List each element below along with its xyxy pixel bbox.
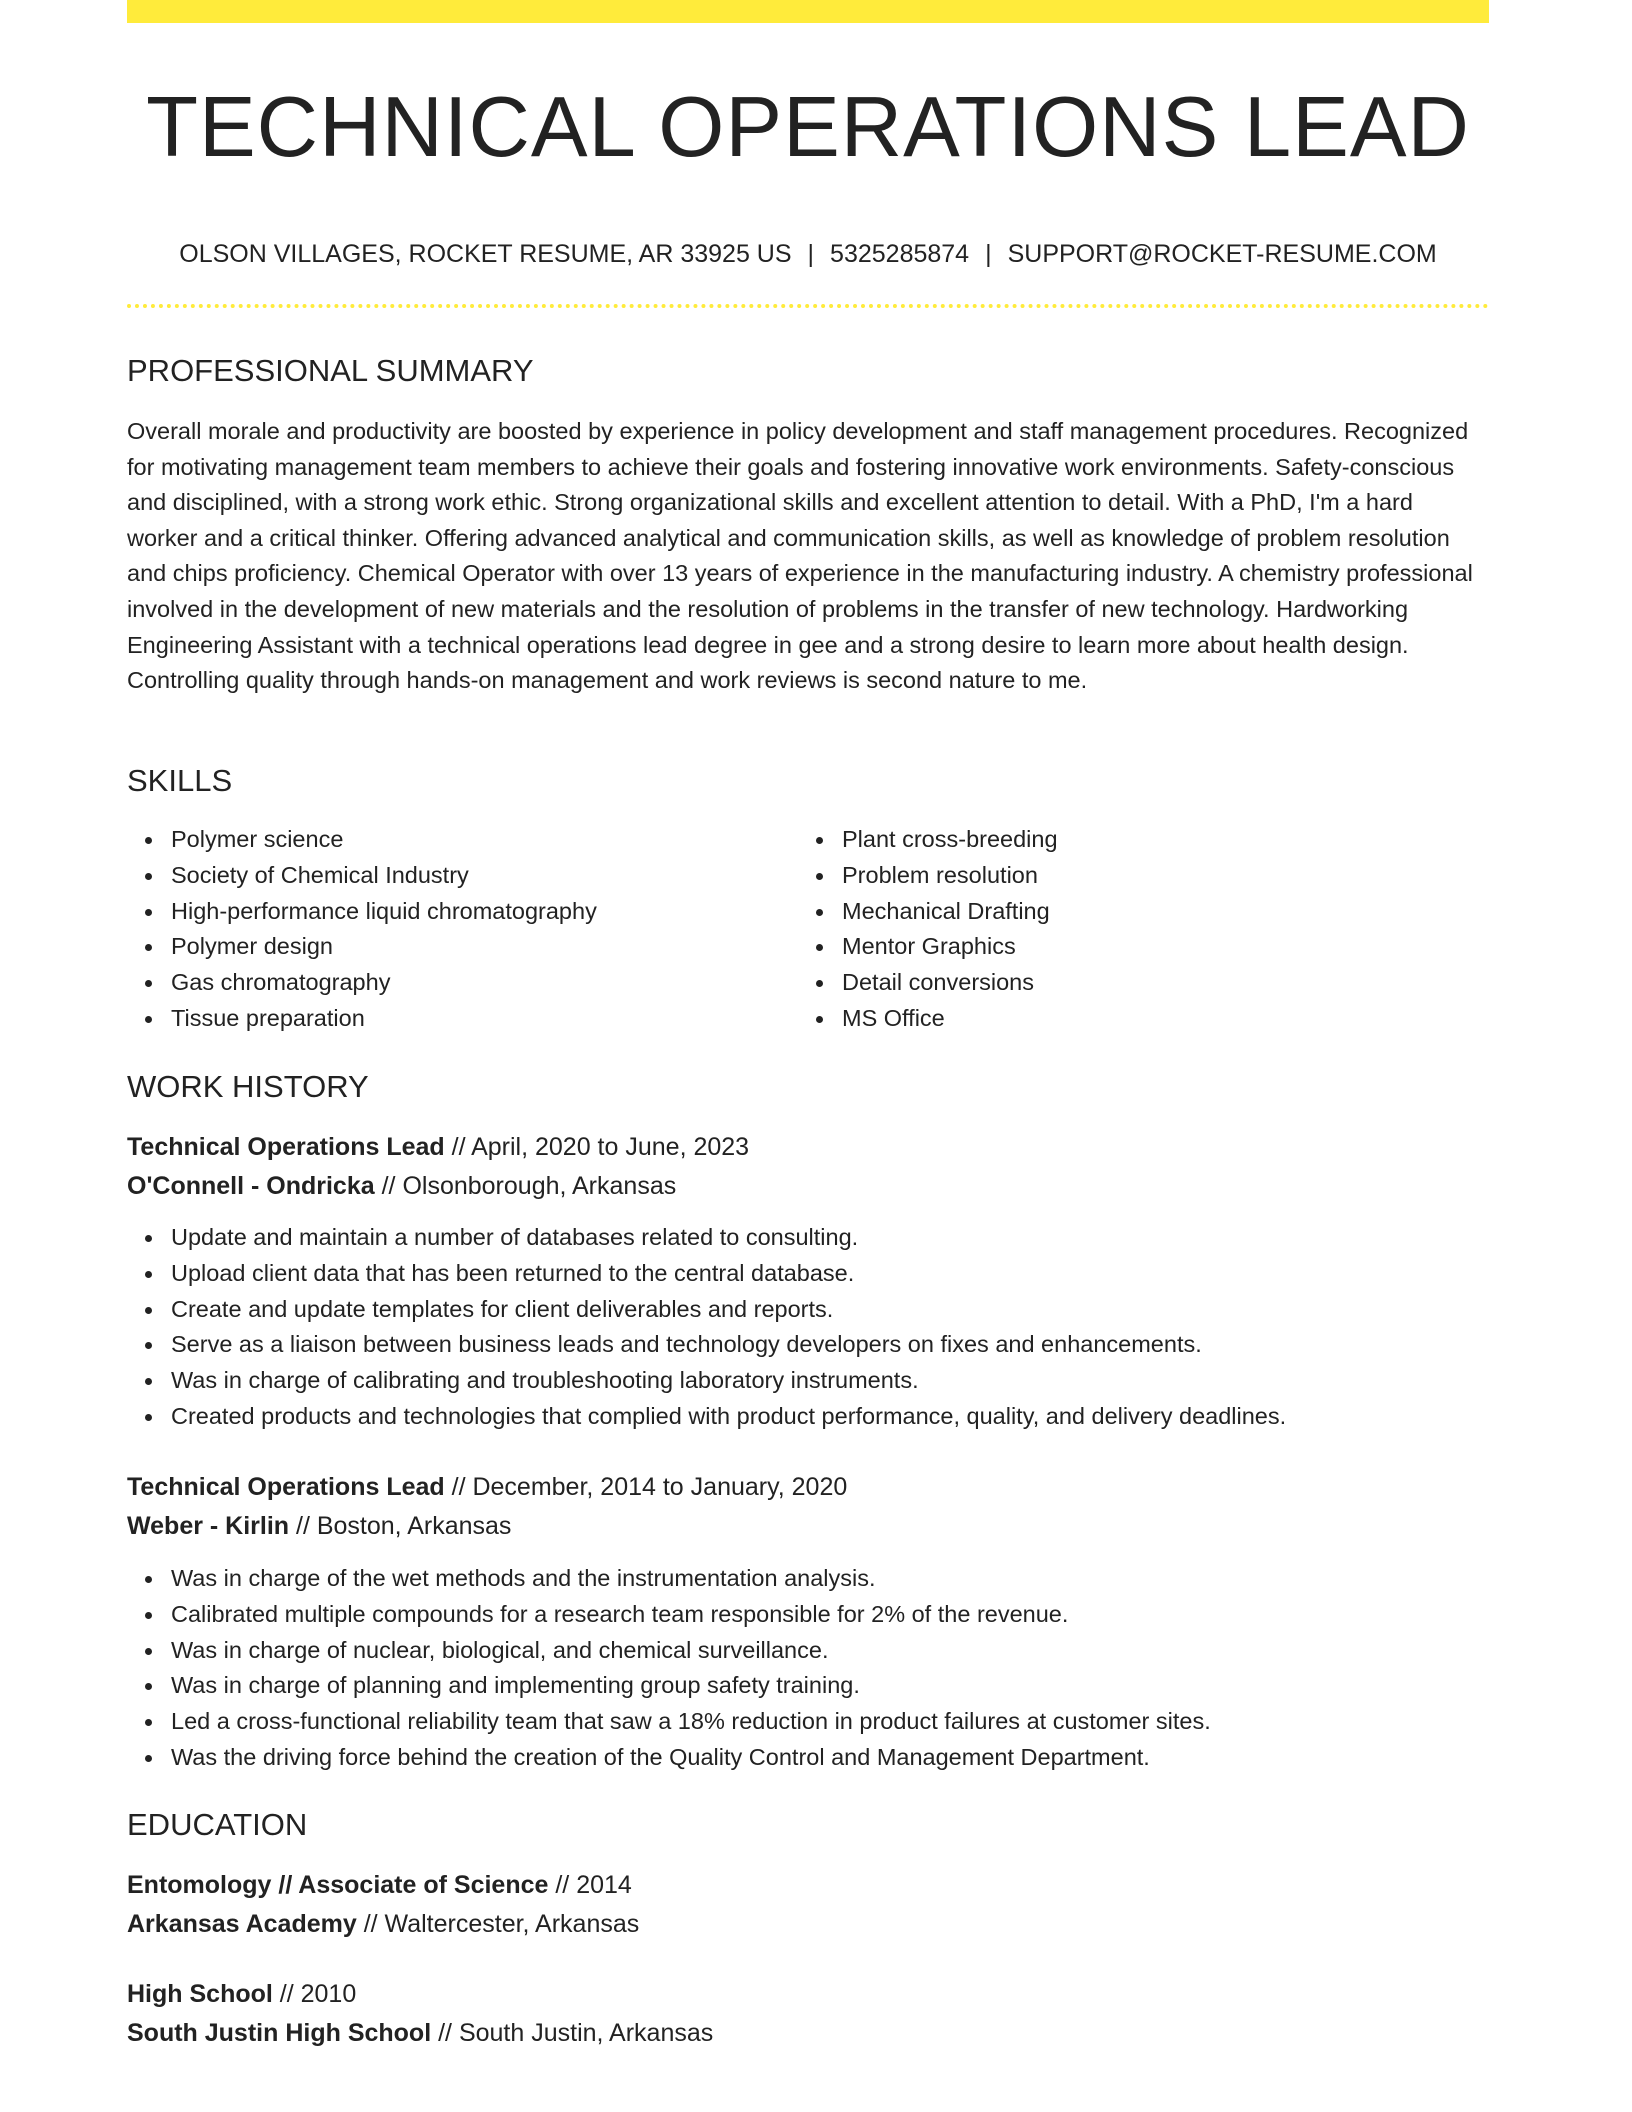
job-company: O'Connell - Ondricka [127, 1172, 375, 1200]
skill-item: Tissue preparation [171, 1001, 798, 1037]
job-title-line [127, 1128, 749, 1166]
skills-list [127, 822, 1489, 1037]
education-year: // 2014 [548, 1871, 632, 1899]
job-duties [127, 1561, 1533, 1776]
skill-item: Plant cross-breeding [842, 822, 1469, 858]
skill-item: Detail conversions [842, 965, 1469, 1001]
education-location: // South Justin, Arkansas [431, 2019, 714, 2047]
contact-address: OLSON VILLAGES, ROCKET RESUME, AR 33925 US [179, 240, 792, 268]
job-company-line [127, 1507, 511, 1545]
education-degree: High School [127, 1980, 273, 2008]
education-school-line [127, 1905, 639, 1943]
skills-column-right [798, 822, 1469, 1037]
education-degree: Entomology // Associate of Science [127, 1871, 549, 1899]
contact-email: SUPPORT@ROCKET-RESUME.COM [1007, 240, 1437, 268]
job-company: Weber - Kirlin [127, 1512, 290, 1540]
skill-item: Polymer science [171, 822, 798, 858]
duty-item: Was in charge of the wet methods and the instrumentation analysis. [171, 1561, 1533, 1597]
job-title: Technical Operations Lead [127, 1473, 445, 1501]
contact-phone: 5325285874 [830, 240, 970, 268]
job-duties [127, 1220, 1533, 1435]
skill-item: MS Office [842, 1001, 1469, 1037]
duty-item: Upload client data that has been returned to the central database. [171, 1256, 1533, 1292]
skill-item: Polymer design [171, 929, 798, 965]
duty-item: Was in charge of nuclear, biological, and chemical surveillance. [171, 1633, 1533, 1669]
skills-column-left [127, 822, 798, 1037]
job-dates: // December, 2014 to January, 2020 [444, 1473, 848, 1501]
skills-heading: SKILLS [127, 763, 233, 798]
resume-title: TECHNICAL OPERATIONS LEAD [146, 80, 1470, 175]
job-location: // Olsonborough, Arkansas [374, 1172, 677, 1200]
education-degree-line [127, 1975, 356, 2013]
job-dates: // April, 2020 to June, 2023 [444, 1133, 750, 1161]
header-divider [127, 304, 1489, 308]
duty-item: Was the driving force behind the creation of the Quality Control and Management Department. [171, 1740, 1533, 1776]
job-company-line [127, 1167, 676, 1205]
skill-item: Gas chromatography [171, 965, 798, 1001]
summary-text: Overall morale and productivity are boosted by experience in policy development and staff management procedures. Recognized for motivating management team members to achieve their goals and fostering innovative work environments. Safety-conscious and disciplined, with a strong work ethic. Strong organizational skills and excellent attention to detail. With a PhD, I'm a hard worker and a critical thinker. Offering advanced analytical and communication skills, as well as knowledge of problem resolution and chips proficiency. Chemical Operator with over 13 years of experience in the manufacturing industry. A chemistry professional involved in the development of new materials and the resolution of problems in the transfer of new technology. Hardworking Engineering Assistant with a technical operations lead degree in gee and a strong desire to learn more about health design. Controlling quality through hands-on management and work reviews is second nature to me. [127, 418, 1473, 694]
duty-item: Serve as a liaison between business leads and technology developers on fixes and enhancements. [171, 1327, 1533, 1363]
education-year: // 2010 [272, 1980, 357, 2008]
work-heading: WORK HISTORY [127, 1069, 369, 1104]
duty-item: Was in charge of planning and implementing group safety training. [171, 1668, 1533, 1704]
skill-item: Problem resolution [842, 858, 1469, 894]
contact-separator: | [985, 240, 992, 268]
resume-content [127, 0, 1489, 2047]
skill-item: High-performance liquid chromatography [171, 894, 798, 930]
job-title: Technical Operations Lead [127, 1133, 445, 1161]
education-school: Arkansas Academy [127, 1910, 357, 1938]
duty-item: Was in charge of calibrating and troubleshooting laboratory instruments. [171, 1363, 1533, 1399]
job-title-line [127, 1468, 847, 1506]
skill-item: Society of Chemical Industry [171, 858, 798, 894]
education-degree-line [127, 1866, 632, 1904]
skill-item: Mechanical Drafting [842, 894, 1469, 930]
skill-item: Mentor Graphics [842, 929, 1469, 965]
contact-line [127, 238, 1489, 270]
contact-separator: | [807, 240, 815, 268]
education-location: // Waltercester, Arkansas [356, 1910, 640, 1938]
duty-item: Create and update templates for client deliverables and reports. [171, 1292, 1533, 1328]
duty-item: Update and maintain a number of databases related to consulting. [171, 1220, 1533, 1256]
duty-item: Calibrated multiple compounds for a research team responsible for 2% of the revenue. [171, 1597, 1533, 1633]
education-heading: EDUCATION [127, 1807, 308, 1842]
summary-heading: PROFESSIONAL SUMMARY [127, 353, 534, 388]
duty-item: Created products and technologies that complied with product performance, quality, and delivery deadlines. [171, 1399, 1533, 1435]
education-school: South Justin High School [127, 2019, 432, 2047]
job-location: // Boston, Arkansas [289, 1512, 512, 1540]
duty-item: Led a cross-functional reliability team that saw a 18% reduction in product failures at customer sites. [171, 1704, 1533, 1740]
education-school-line [127, 2014, 713, 2052]
